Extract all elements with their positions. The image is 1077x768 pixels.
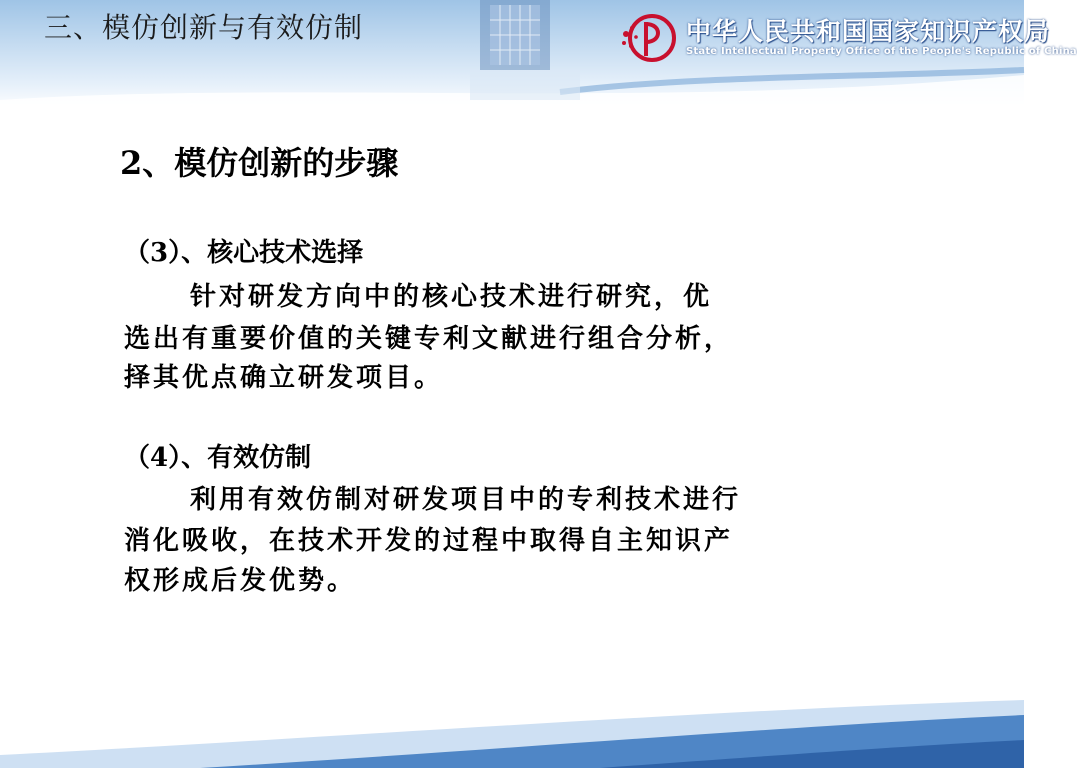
footer-wave-decoration — [0, 700, 1024, 768]
step-4-line-3: 权形成后发优势。 — [124, 566, 357, 596]
step-4-line-1: 利用有效仿制对研发项目中的专利技术进行 — [190, 485, 742, 515]
step-3-line-3: 择其优点确立研发项目。 — [124, 363, 444, 393]
step-3-line-2: 选出有重要价值的关键专利文献进行组合分析， — [124, 324, 734, 354]
slide-title: 三、模仿创新与有效仿制 — [44, 11, 364, 44]
logo-english-name: State Intellectual Property Office of the People's Republic of China — [686, 46, 1077, 57]
logo-chinese-name: 中华人民共和国国家知识产权局 — [686, 17, 1051, 46]
step-3-heading: （3）、核心技术选择 — [124, 238, 364, 268]
step-4-heading: （4）、有效仿制 — [124, 443, 312, 473]
section-title: 2、模仿创新的步骤 — [120, 144, 399, 182]
step-3-line-1: 针对研发方向中的核心技术进行研究，优 — [190, 282, 713, 312]
step-4-line-2: 消化吸收，在技术开发的过程中取得自主知识产 — [124, 526, 734, 556]
